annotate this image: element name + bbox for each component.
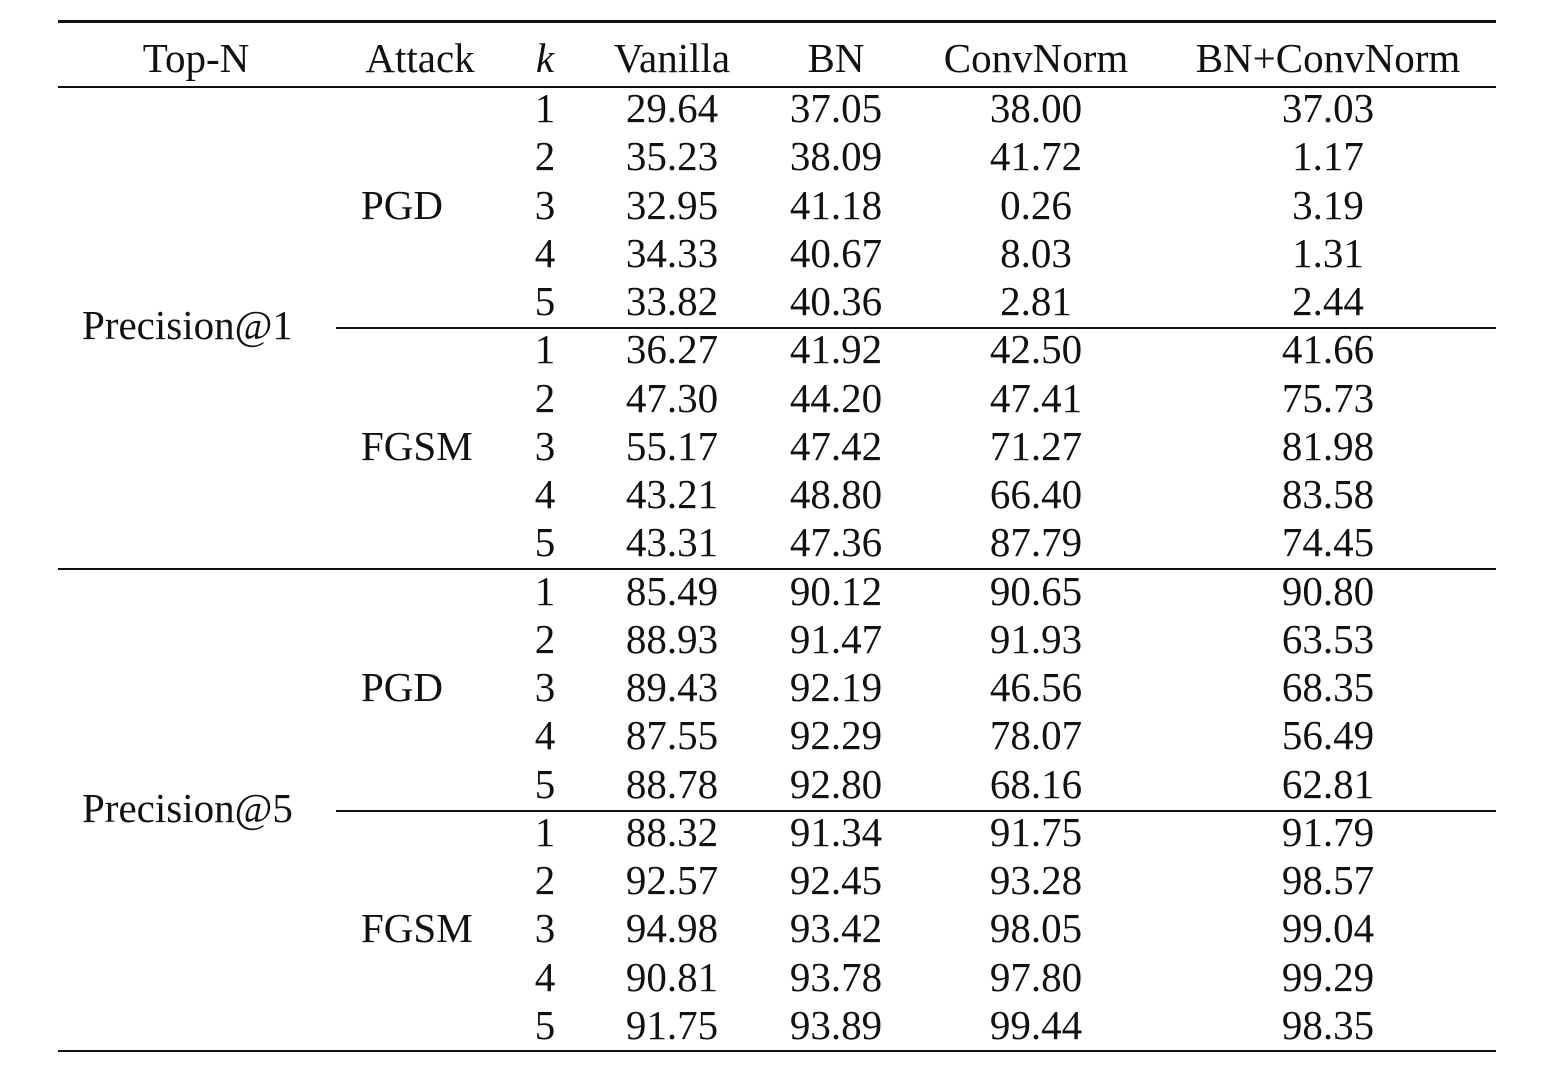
header-bn: BN <box>807 35 865 81</box>
cell-vanilla: 88.93 <box>625 615 719 662</box>
cell-k: 2 <box>534 615 556 662</box>
cell-vanilla: 85.49 <box>625 567 719 614</box>
cell-bn: 40.36 <box>789 278 883 324</box>
header-top-n: Top-N <box>142 35 250 81</box>
cell-bn: 93.42 <box>789 905 883 952</box>
cell-vanilla: 55.17 <box>625 422 719 469</box>
cell-k: 2 <box>534 133 556 180</box>
cell-bn: 40.67 <box>789 229 883 276</box>
cell-convnorm: 91.93 <box>989 615 1083 662</box>
cell-convnorm: 97.80 <box>989 953 1083 1000</box>
cell-bn-convnorm: 83.58 <box>1281 471 1375 517</box>
header-attack: Attack <box>365 35 475 81</box>
cell-vanilla: 94.98 <box>625 905 719 952</box>
cell-vanilla: 33.82 <box>625 278 719 324</box>
cell-bn: 38.09 <box>789 133 883 180</box>
attack-label: PGD <box>361 181 444 228</box>
cell-vanilla: 88.78 <box>625 760 719 807</box>
cell-bn: 48.80 <box>789 471 883 517</box>
cell-vanilla: 43.31 <box>625 519 719 566</box>
cell-vanilla: 43.21 <box>625 471 719 517</box>
cell-bn-convnorm: 1.17 <box>1292 133 1364 180</box>
cell-convnorm: 98.05 <box>989 905 1083 952</box>
cell-k: 3 <box>534 905 556 952</box>
cell-bn-convnorm: 98.57 <box>1281 857 1375 903</box>
cell-bn: 93.89 <box>789 1001 883 1048</box>
top-n-label: Precision@1 <box>82 302 293 349</box>
cell-bn: 37.05 <box>789 85 883 131</box>
cell-bn-convnorm: 3.19 <box>1292 181 1364 228</box>
attack-label: FGSM <box>361 905 473 952</box>
cell-k: 4 <box>534 712 556 759</box>
cell-bn: 41.18 <box>789 181 883 228</box>
cell-vanilla: 87.55 <box>625 712 719 759</box>
cell-convnorm: 66.40 <box>989 471 1083 517</box>
top-rule <box>58 20 1496 23</box>
cell-bn-convnorm: 1.31 <box>1292 229 1364 276</box>
cell-convnorm: 90.65 <box>989 567 1083 614</box>
cell-convnorm: 0.26 <box>1000 181 1072 228</box>
group-divider-rule <box>58 568 1496 570</box>
cell-k: 5 <box>534 278 556 324</box>
cell-bn-convnorm: 63.53 <box>1281 615 1375 662</box>
cell-k: 1 <box>534 567 556 614</box>
cell-bn: 92.80 <box>789 760 883 807</box>
cell-bn-convnorm: 56.49 <box>1281 712 1375 759</box>
cell-convnorm: 41.72 <box>989 133 1083 180</box>
cell-bn-convnorm: 37.03 <box>1281 85 1375 131</box>
cell-bn-convnorm: 81.98 <box>1281 422 1375 469</box>
cell-convnorm: 91.75 <box>989 808 1083 855</box>
cell-bn-convnorm: 90.80 <box>1281 567 1375 614</box>
cell-bn: 44.20 <box>789 374 883 421</box>
cell-k: 4 <box>534 471 556 517</box>
cell-convnorm: 2.81 <box>1000 278 1072 324</box>
cell-bn: 91.34 <box>789 808 883 855</box>
cell-convnorm: 47.41 <box>989 374 1083 421</box>
cell-bn: 91.47 <box>789 615 883 662</box>
cell-bn-convnorm: 68.35 <box>1281 664 1375 710</box>
cell-k: 5 <box>534 519 556 566</box>
cell-bn: 92.29 <box>789 712 883 759</box>
cell-bn-convnorm: 41.66 <box>1281 326 1375 373</box>
cell-k: 3 <box>534 664 556 710</box>
cell-vanilla: 29.64 <box>625 85 719 131</box>
cell-k: 1 <box>534 808 556 855</box>
cell-k: 1 <box>534 85 556 131</box>
header-rule <box>58 86 1496 88</box>
cell-bn-convnorm: 74.45 <box>1281 519 1375 566</box>
cell-vanilla: 47.30 <box>625 374 719 421</box>
cell-vanilla: 34.33 <box>625 229 719 276</box>
header-bn-convnorm: BN+ConvNorm <box>1195 35 1461 81</box>
cell-vanilla: 92.57 <box>625 857 719 903</box>
cell-k: 3 <box>534 422 556 469</box>
cell-convnorm: 8.03 <box>1000 229 1072 276</box>
cell-vanilla: 91.75 <box>625 1001 719 1048</box>
cell-convnorm: 46.56 <box>989 664 1083 710</box>
cell-k: 4 <box>534 229 556 276</box>
header-convnorm: ConvNorm <box>943 35 1129 81</box>
cell-bn-convnorm: 99.29 <box>1281 953 1375 1000</box>
cell-convnorm: 78.07 <box>989 712 1083 759</box>
header-vanilla: Vanilla <box>613 35 731 81</box>
cell-k: 5 <box>534 1001 556 1048</box>
cell-convnorm: 42.50 <box>989 326 1083 373</box>
attack-label: PGD <box>361 664 444 710</box>
cell-bn-convnorm: 2.44 <box>1292 278 1364 324</box>
cell-bn-convnorm: 75.73 <box>1281 374 1375 421</box>
cell-convnorm: 68.16 <box>989 760 1083 807</box>
cell-vanilla: 88.32 <box>625 808 719 855</box>
cell-bn: 47.42 <box>789 422 883 469</box>
cell-vanilla: 35.23 <box>625 133 719 180</box>
cell-bn: 92.45 <box>789 857 883 903</box>
cell-convnorm: 99.44 <box>989 1001 1083 1048</box>
cell-k: 4 <box>534 953 556 1000</box>
attack-label: FGSM <box>361 422 473 469</box>
cell-k: 3 <box>534 181 556 228</box>
cell-vanilla: 36.27 <box>625 326 719 373</box>
cell-vanilla: 90.81 <box>625 953 719 1000</box>
cell-bn: 93.78 <box>789 953 883 1000</box>
cell-bn: 90.12 <box>789 567 883 614</box>
header-k: k <box>535 35 555 81</box>
cell-bn-convnorm: 62.81 <box>1281 760 1375 807</box>
cell-convnorm: 93.28 <box>989 857 1083 903</box>
cell-bn: 47.36 <box>789 519 883 566</box>
cell-bn: 41.92 <box>789 326 883 373</box>
cell-convnorm: 87.79 <box>989 519 1083 566</box>
cell-vanilla: 32.95 <box>625 181 719 228</box>
cell-bn-convnorm: 91.79 <box>1281 808 1375 855</box>
cell-k: 1 <box>534 326 556 373</box>
cell-k: 5 <box>534 760 556 807</box>
cell-convnorm: 71.27 <box>989 422 1083 469</box>
cell-bn: 92.19 <box>789 664 883 710</box>
cell-bn-convnorm: 98.35 <box>1281 1001 1375 1048</box>
bottom-rule <box>58 1050 1496 1052</box>
cell-bn-convnorm: 99.04 <box>1281 905 1375 952</box>
cell-convnorm: 38.00 <box>989 85 1083 131</box>
cell-vanilla: 89.43 <box>625 664 719 710</box>
top-n-label: Precision@5 <box>82 784 293 831</box>
cell-k: 2 <box>534 857 556 903</box>
cell-k: 2 <box>534 374 556 421</box>
